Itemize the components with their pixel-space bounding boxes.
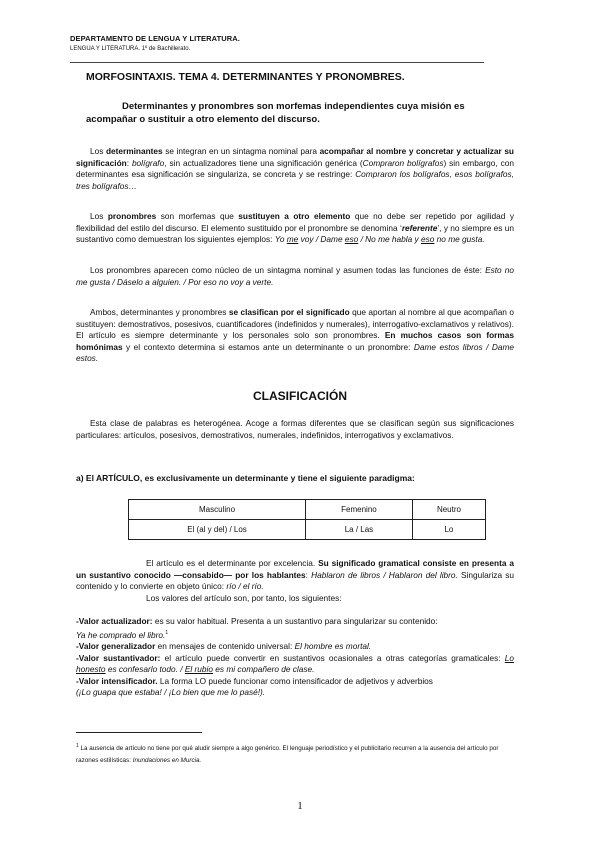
header-course: LENGUA Y LITERATURA. 1º de Bachillerato. (70, 46, 191, 52)
page-title: MORFOSINTAXIS. TEMA 4. DETERMINANTES Y PRONOMBRES. (86, 71, 405, 83)
table-row (129, 520, 486, 540)
intro-line-2: acompañar o sustituir a otro elemento del discurso. (86, 114, 320, 125)
footnote-ref: 1 (165, 629, 169, 636)
table-header-cell: Femenino (306, 500, 413, 520)
footnote-number: 1 (76, 743, 79, 749)
list-item: -Valor generalizador en mensajes de contenido universal: El hombre es mortal. (76, 640, 372, 651)
page-number: 1 (297, 800, 303, 812)
header-department: DEPARTAMENTO DE LENGUA Y LITERATURA. (70, 34, 240, 43)
table-header-row (129, 500, 486, 520)
table-header-cell: Masculino (129, 500, 306, 520)
table-header-cell: Neutro (412, 500, 485, 520)
intro-line-1: Determinantes y pronombres son morfemas independientes cuya misión es (122, 101, 465, 112)
footnote: $^1$ La ausencia de artículo no tiene por qué aludir siempre a algo genérico. El lenguaje periodístico y el publicitario recurren a la ausencia del artículo por razones estilísticas: Inundaciones en Murcia. (76, 743, 499, 765)
paragraph-heterogenea: Esta clase de palabras es heterogénea. Acoge a formas diferentes que se clasifican según sus significaciones particulares: artículos, posesivos, demostrativos, numerales, indefinidos, interrogativos y exclamativos. (76, 418, 514, 440)
list-item-example: (¡Lo guapa que estaba! / ¡Lo bien que me lo pasé!). (76, 687, 266, 698)
paragraph-clasifican: Ambos, determinantes y pronombres se clasifican por el significado que aportan al nombre al que acompañan o sustituyen: demostrativos, posesivos, cuantificadores (indefinidos y numerales), interrogativo-exclamativos y relativos). El artículo es siempre determinante y los personales solo son pronombres. En muchos casos son formas homónimas y el contexto determina si estamos ante un determinante o un pronombre: Dame estos libros / Dame estos. (76, 307, 514, 364)
table-cell: La / Las (306, 520, 413, 540)
list-item: -Valor intensificador. La forma LO puede funcionar como intensificador de adjetivos y adverbios (76, 675, 433, 686)
table-cell: Lo (412, 520, 485, 540)
footnote-rule (76, 732, 202, 733)
paragraph-funciones: Los pronombres aparecen como núcleo de un sintagma nominal y asumen todas las funciones de éste: Esto no me gusta / Dáselo a alguien. / Por eso no voy a verte. (76, 265, 514, 287)
list-item: -Valor sustantivador: el artículo puede convertir en sustantivos ocasionales a otras categorías gramaticales: Lo honesto es confesarlo todo. / El rubio es mi compañero de clase. (76, 652, 515, 675)
article-heading: a) El ARTÍCULO, es exclusivamente un determinante y tiene el siguiente paradigma: (76, 473, 415, 483)
list-valores (76, 616, 514, 699)
header-rule (70, 62, 484, 63)
list-item: -Valor actualizador: es su valor habitual. Presenta a un sustantivo para singularizar su contenido: (76, 616, 438, 626)
paragraph-determinantes: Los determinantes se integran en un sintagma nominal para acompañar al nombre y concretar y actualizar su significación: bolígrafo, sin actualizadores tiene una significación genérica (Compraron bolígrafos) sin embargo, con determinantes esa significación se singulariza, se concreta y se restringe: Compraron los bolígrafos, esos bolígrafos, tres bolígrafos… (76, 146, 515, 191)
list-item-example: Ya he comprado el libro.$^1$ (76, 629, 169, 640)
table-cell: El (al y del) / Los (129, 520, 306, 540)
section-title: CLASIFICACIÓN (253, 389, 347, 403)
paragraph-pronombres: Los pronombres son morfemas que sustituyen a otro elemento que no debe ser repetido por agilidad y flexibilidad del estilo del discurso. El elemento sustituido por el pronombre se denomina ‘referente’, y no siempre es un sustantivo como demuestran los siguientes ejemplos: Yo me voy / Dame eso / No me habla y eso no me gusta. (76, 211, 514, 245)
paragraph-articulo: El artículo es el determinante por excelencia. Su significado gramatical consiste en presenta a un sustantivo conocido —consabido— por los hablantes: Hablaron de libros / Hablaron del libro. Singulariza su contenido y lo convierte en objeto único: río / el río. Los valores del artículo son, por tanto, los siguientes: (76, 558, 514, 603)
intro-paragraph (86, 100, 514, 126)
article-paradigm-table (128, 499, 486, 540)
